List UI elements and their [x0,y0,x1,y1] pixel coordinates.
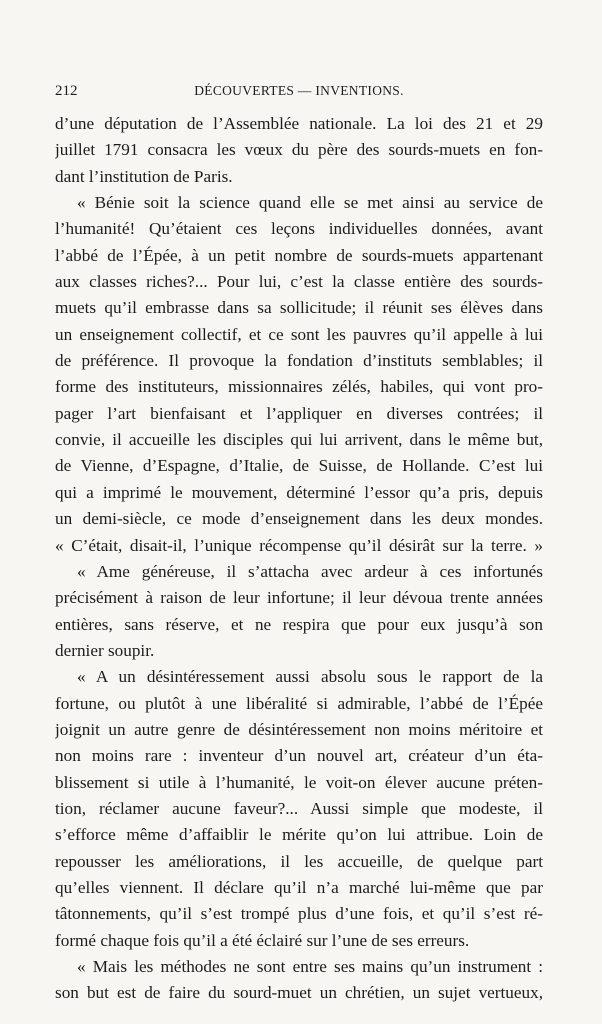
text-line: joignit un autre genre de désintéressement non moins méritoire et [55,719,543,739]
running-title: DÉCOUVERTES — INVENTIONS. [194,83,404,98]
text-line: d’une députation de l’Assemblée nationale. La loi des 21 et 29 [55,114,543,133]
text-line: de Vienne, d’Espagne, d’Italie, de Suisse, de Hollande. C’est lui [55,456,543,476]
text-line: tion, réclamer aucune faveur?... Aussi simple que modeste, il [55,798,543,818]
text-line: l’humanité! Qu’étaient ces leçons individuelles données, avant [55,219,543,239]
page-number: 212 [55,83,78,99]
text-line: non moins rare : inventeur d’un nouvel art, créateur d’un éta- [55,746,543,766]
text-line: tâtonnements, qu’il s’est trompé plus d’une fois, et qu’il s’est ré- [55,904,543,924]
text-line: « C’était, disait-il, l’unique récompense qu’il désirât sur la terre. » [55,535,543,555]
text-line: son but est de faire du sourd-muet un chrétien, un sujet vertueux, [55,983,543,1003]
text-line: fortune, ou plutôt à une libéralité si admirable, l’abbé de l’Épée [55,693,543,713]
text-line: muets qu’il embrasse dans sa sollicitude; il réunit ses élèves dans [55,298,543,318]
text-line: dant l’institution de Paris. [55,166,233,186]
text-line: juillet 1791 consacra les vœux du père des sourds-muets en fon- [55,140,543,160]
text-line: qu’elles viennent. Il déclare qu’il n’a marché lui-même que par [55,877,543,897]
text-line: « Ame généreuse, il s’attacha avec ardeur à ces infortunés [77,561,543,581]
text-line: blissement si utile à l’humanité, le voit-on élever aucune préten- [55,772,543,792]
text-line: qui a imprimé le mouvement, déterminé l’essor qu’a pris, depuis [55,482,543,502]
text-line: aux classes riches?... Pour lui, c’est la classe entière des sourds- [55,272,543,292]
body-text [55,111,543,1011]
text-line: pager l’art bienfaisant et l’appliquer en diverses contrées; il [55,403,543,423]
text-line: « Mais les méthodes ne sont entre ses mains qu’un instrument : [77,957,543,976]
text-line: repousser les améliorations, il les accueille, de quelque part [55,851,543,871]
text-line: « A un désintéressement aussi absolu sous le rapport de la [77,667,543,687]
text-line: de préférence. Il provoque la fondation d’instituts semblables; il [55,351,543,371]
text-line: l’abbé de l’Épée, à un petit nombre de sourds-muets appartenant [55,245,543,265]
text-line: entières, sans réserve, et ne respira que pour eux jusqu’à son [55,614,543,634]
text-line: un enseignement collectif, et ce sont les pauvres qu’il appelle à lui [55,324,543,344]
page-header [55,80,543,102]
text-line: forme des instituteurs, missionnaires zélés, habiles, qui vont pro- [55,377,543,397]
text-line: précisément à raison de leur infortune; il leur dévoua trente années [55,588,543,608]
text-line: convie, il accueille les disciples qui lui arrivent, dans le même but, [55,430,543,450]
text-line: s’efforce même d’affaiblir le mérite qu’on lui attribue. Loin de [55,825,543,845]
text-line: un demi-siècle, ce mode d’enseignement dans les deux mondes. [55,509,543,529]
text-line: formé chaque fois qu’il a été éclairé sur l’une de ses erreurs. [55,930,470,950]
text-line: « Bénie soit la science quand elle se met ainsi au service de [77,193,543,213]
text-line: dernier soupir. [55,640,155,660]
